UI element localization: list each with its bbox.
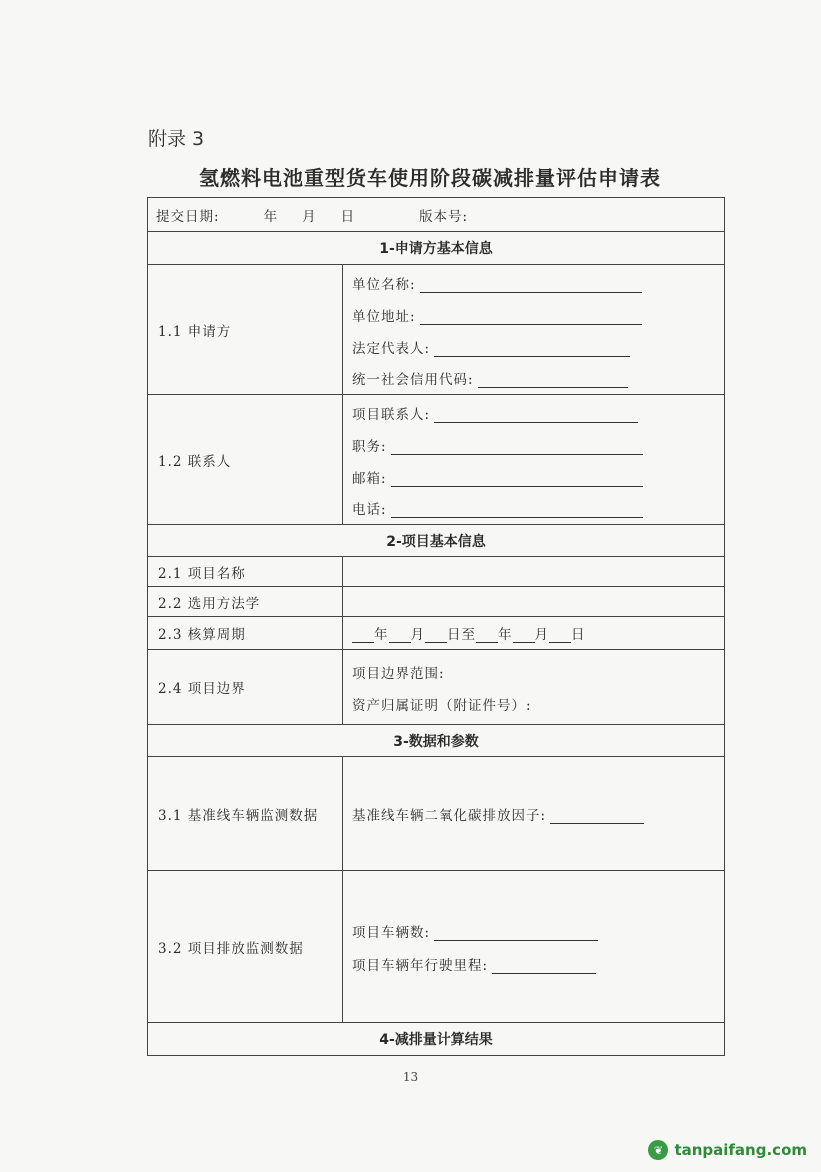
section1-title: 1-申请方基本信息 xyxy=(379,241,493,257)
asset-proof-field[interactable]: 资产归属证明（附证件号）: xyxy=(352,698,532,714)
methodology-label: 2.2 选用方法学 xyxy=(148,587,343,616)
position-field[interactable]: 职务: xyxy=(352,435,643,455)
project-name-input[interactable] xyxy=(343,557,724,586)
baseline-label: 3.1 基准线车辆监测数据 xyxy=(148,757,343,870)
appendix-label: 附录 3 xyxy=(148,128,205,150)
methodology-row xyxy=(148,587,724,617)
page-number: 13 xyxy=(402,1070,419,1084)
watermark-text: tanpaifang.com xyxy=(674,1141,807,1159)
accounting-period-label: 2.3 核算周期 xyxy=(148,617,343,649)
submit-day: 日 xyxy=(340,208,356,225)
project-emission-label: 3.2 项目排放监测数据 xyxy=(148,871,343,1022)
baseline-row xyxy=(148,757,724,871)
project-contact-field[interactable]: 项目联系人: xyxy=(352,403,638,423)
phone-field[interactable]: 电话: xyxy=(352,498,643,518)
annual-mileage-field[interactable]: 项目车辆年行驶里程: xyxy=(352,954,596,974)
project-emission-row xyxy=(148,871,724,1023)
document-title: 氢燃料电池重型货车使用阶段碳减排量评估申请表 xyxy=(199,166,661,190)
version-label: 版本号: xyxy=(419,208,469,225)
section2-title: 2-项目基本信息 xyxy=(386,533,486,550)
section3-header xyxy=(148,725,724,757)
credit-code-field[interactable]: 统一社会信用代码: xyxy=(352,368,628,388)
application-form xyxy=(147,197,725,1056)
applicant-label: 1.1 申请方 xyxy=(148,265,343,394)
accounting-period-field[interactable]: 年 月 日至 年 月 日 xyxy=(352,623,586,643)
section1-header xyxy=(148,232,724,265)
org-address-field[interactable]: 单位地址: xyxy=(352,305,642,325)
section3-title: 3-数据和参数 xyxy=(393,733,479,750)
section4-header xyxy=(148,1023,724,1055)
project-boundary-label: 2.4 项目边界 xyxy=(148,650,343,724)
submit-date-row xyxy=(148,198,724,232)
leaf-icon: ❦ xyxy=(648,1140,668,1160)
project-boundary-row xyxy=(148,650,724,725)
accounting-period-row xyxy=(148,617,724,650)
contact-label: 1.2 联系人 xyxy=(148,395,343,524)
legal-rep-field[interactable]: 法定代表人: xyxy=(352,337,630,357)
submit-year: 年 xyxy=(263,208,279,225)
project-name-row xyxy=(148,557,724,587)
section4-title: 4-减排量计算结果 xyxy=(379,1032,493,1048)
baseline-emission-factor-field[interactable]: 基准线车辆二氧化碳排放因子: xyxy=(352,804,644,824)
contact-row xyxy=(148,395,724,525)
methodology-input[interactable] xyxy=(343,587,724,616)
org-name-field[interactable]: 单位名称: xyxy=(352,273,642,293)
submit-month: 月 xyxy=(302,208,317,225)
email-field[interactable]: 邮箱: xyxy=(352,467,643,487)
watermark xyxy=(648,1140,807,1160)
submit-date-label: 提交日期: xyxy=(156,208,220,225)
applicant-row xyxy=(148,265,724,395)
boundary-scope-field[interactable]: 项目边界范围: xyxy=(352,666,445,682)
vehicle-count-field[interactable]: 项目车辆数: xyxy=(352,921,598,941)
section2-header xyxy=(148,525,724,557)
project-name-label: 2.1 项目名称 xyxy=(148,557,343,586)
